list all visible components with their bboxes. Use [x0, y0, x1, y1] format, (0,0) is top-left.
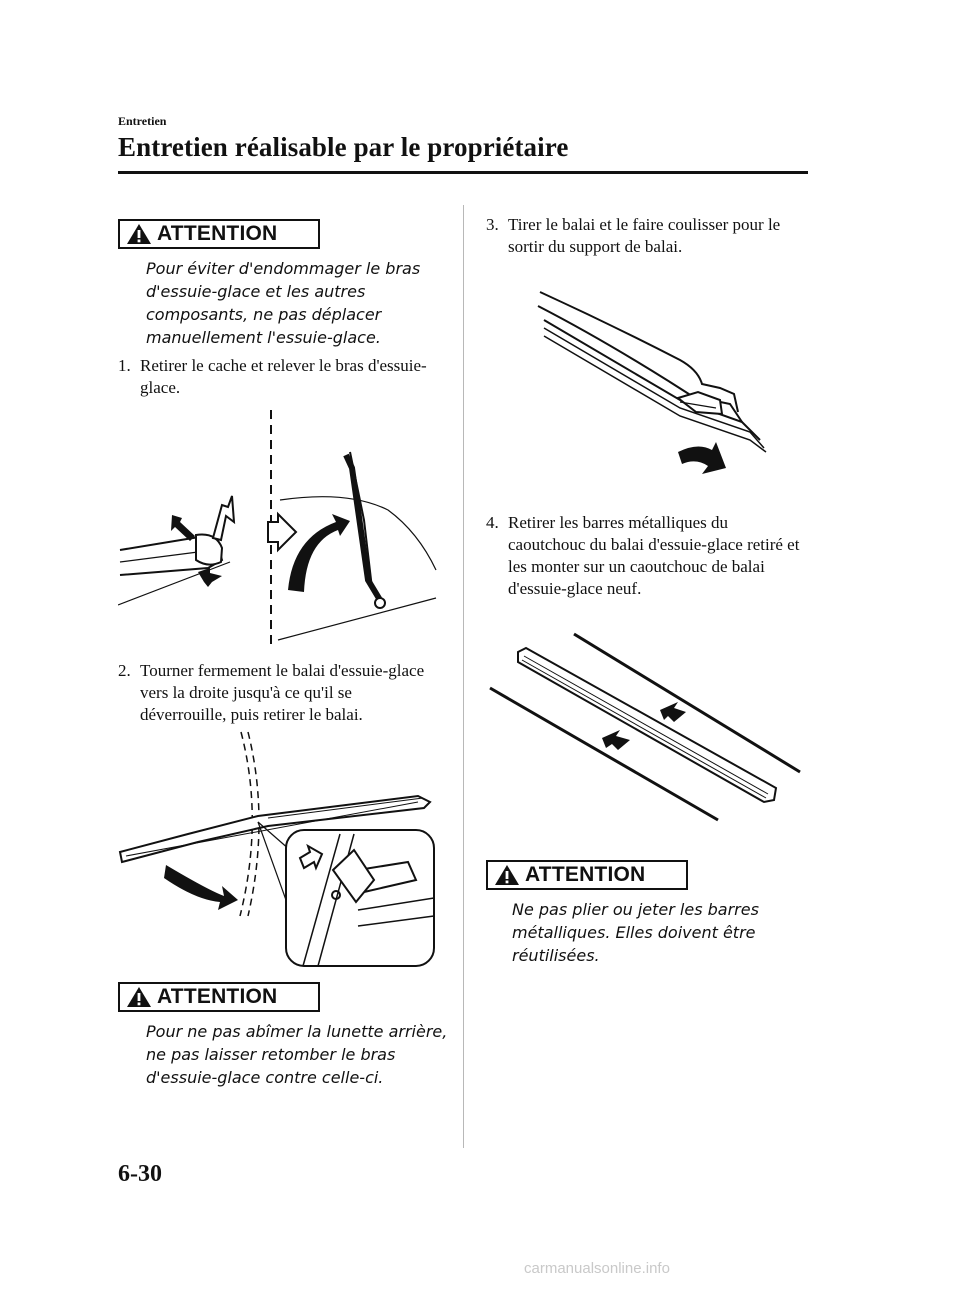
warning-header-1: [118, 219, 320, 249]
step-text: Retirer le cache et relever le bras d'essuie-glace.: [140, 356, 427, 397]
metal-bars-figure: [488, 630, 808, 825]
column-separator: [463, 205, 464, 1148]
step-3: [486, 214, 801, 258]
warning-label: ATTENTION: [525, 863, 646, 886]
blade-unlock-figure: [118, 730, 438, 972]
page-number: 6-30: [118, 1161, 162, 1187]
step-text: Tirer le balai et le faire coulisser pour le sortir du support de balai.: [508, 215, 781, 256]
step-number: 4.: [486, 513, 499, 532]
step-4: [486, 512, 801, 600]
step-number: 2.: [118, 661, 131, 680]
header-rule: [118, 171, 808, 174]
step-text: Tourner fermement le balai d'essuie-glace vers la droite jusqu'à ce qu'il se déverrouille, puis retirer le balai.: [140, 661, 425, 724]
step-number: 3.: [486, 215, 499, 234]
warning-triangle-icon: [126, 986, 152, 1008]
warning-triangle-icon: [494, 864, 520, 886]
section-title: Entretien: [118, 114, 167, 128]
step-number: 1.: [118, 356, 131, 375]
footer-watermark: carmanualsonline.info: [524, 1260, 670, 1277]
warning-label: ATTENTION: [157, 985, 278, 1008]
step-1: [118, 355, 433, 399]
warning-triangle-icon: [126, 223, 152, 245]
warning-text-2: Pour ne pas abîmer la lunette arrière, ne pas laisser retomber le bras d'essuie-glace contre celle-ci.: [146, 1022, 448, 1087]
chapter-title: Entretien réalisable par le propriétaire: [118, 132, 569, 162]
warning-text-1: Pour éviter d'endommager le bras d'essuie-glace et les autres composants, ne pas déplacer manuellement l'essuie-glace.: [146, 259, 421, 347]
step-text: Retirer les barres métalliques du caoutchouc du balai d'essuie-glace retiré et les monter sur un caoutchouc de balai d'essuie-glace neuf.: [508, 513, 800, 598]
blade-slide-figure: [530, 272, 780, 497]
warning-text-3: Ne pas plier ou jeter les barres métalliques. Elles doivent être réutilisées.: [512, 900, 759, 965]
warning-header-2: [118, 982, 320, 1012]
step-2: [118, 660, 433, 726]
warning-header-3: [486, 860, 688, 890]
wiper-arm-raise-figure: [118, 410, 438, 645]
warning-label: ATTENTION: [157, 222, 278, 245]
